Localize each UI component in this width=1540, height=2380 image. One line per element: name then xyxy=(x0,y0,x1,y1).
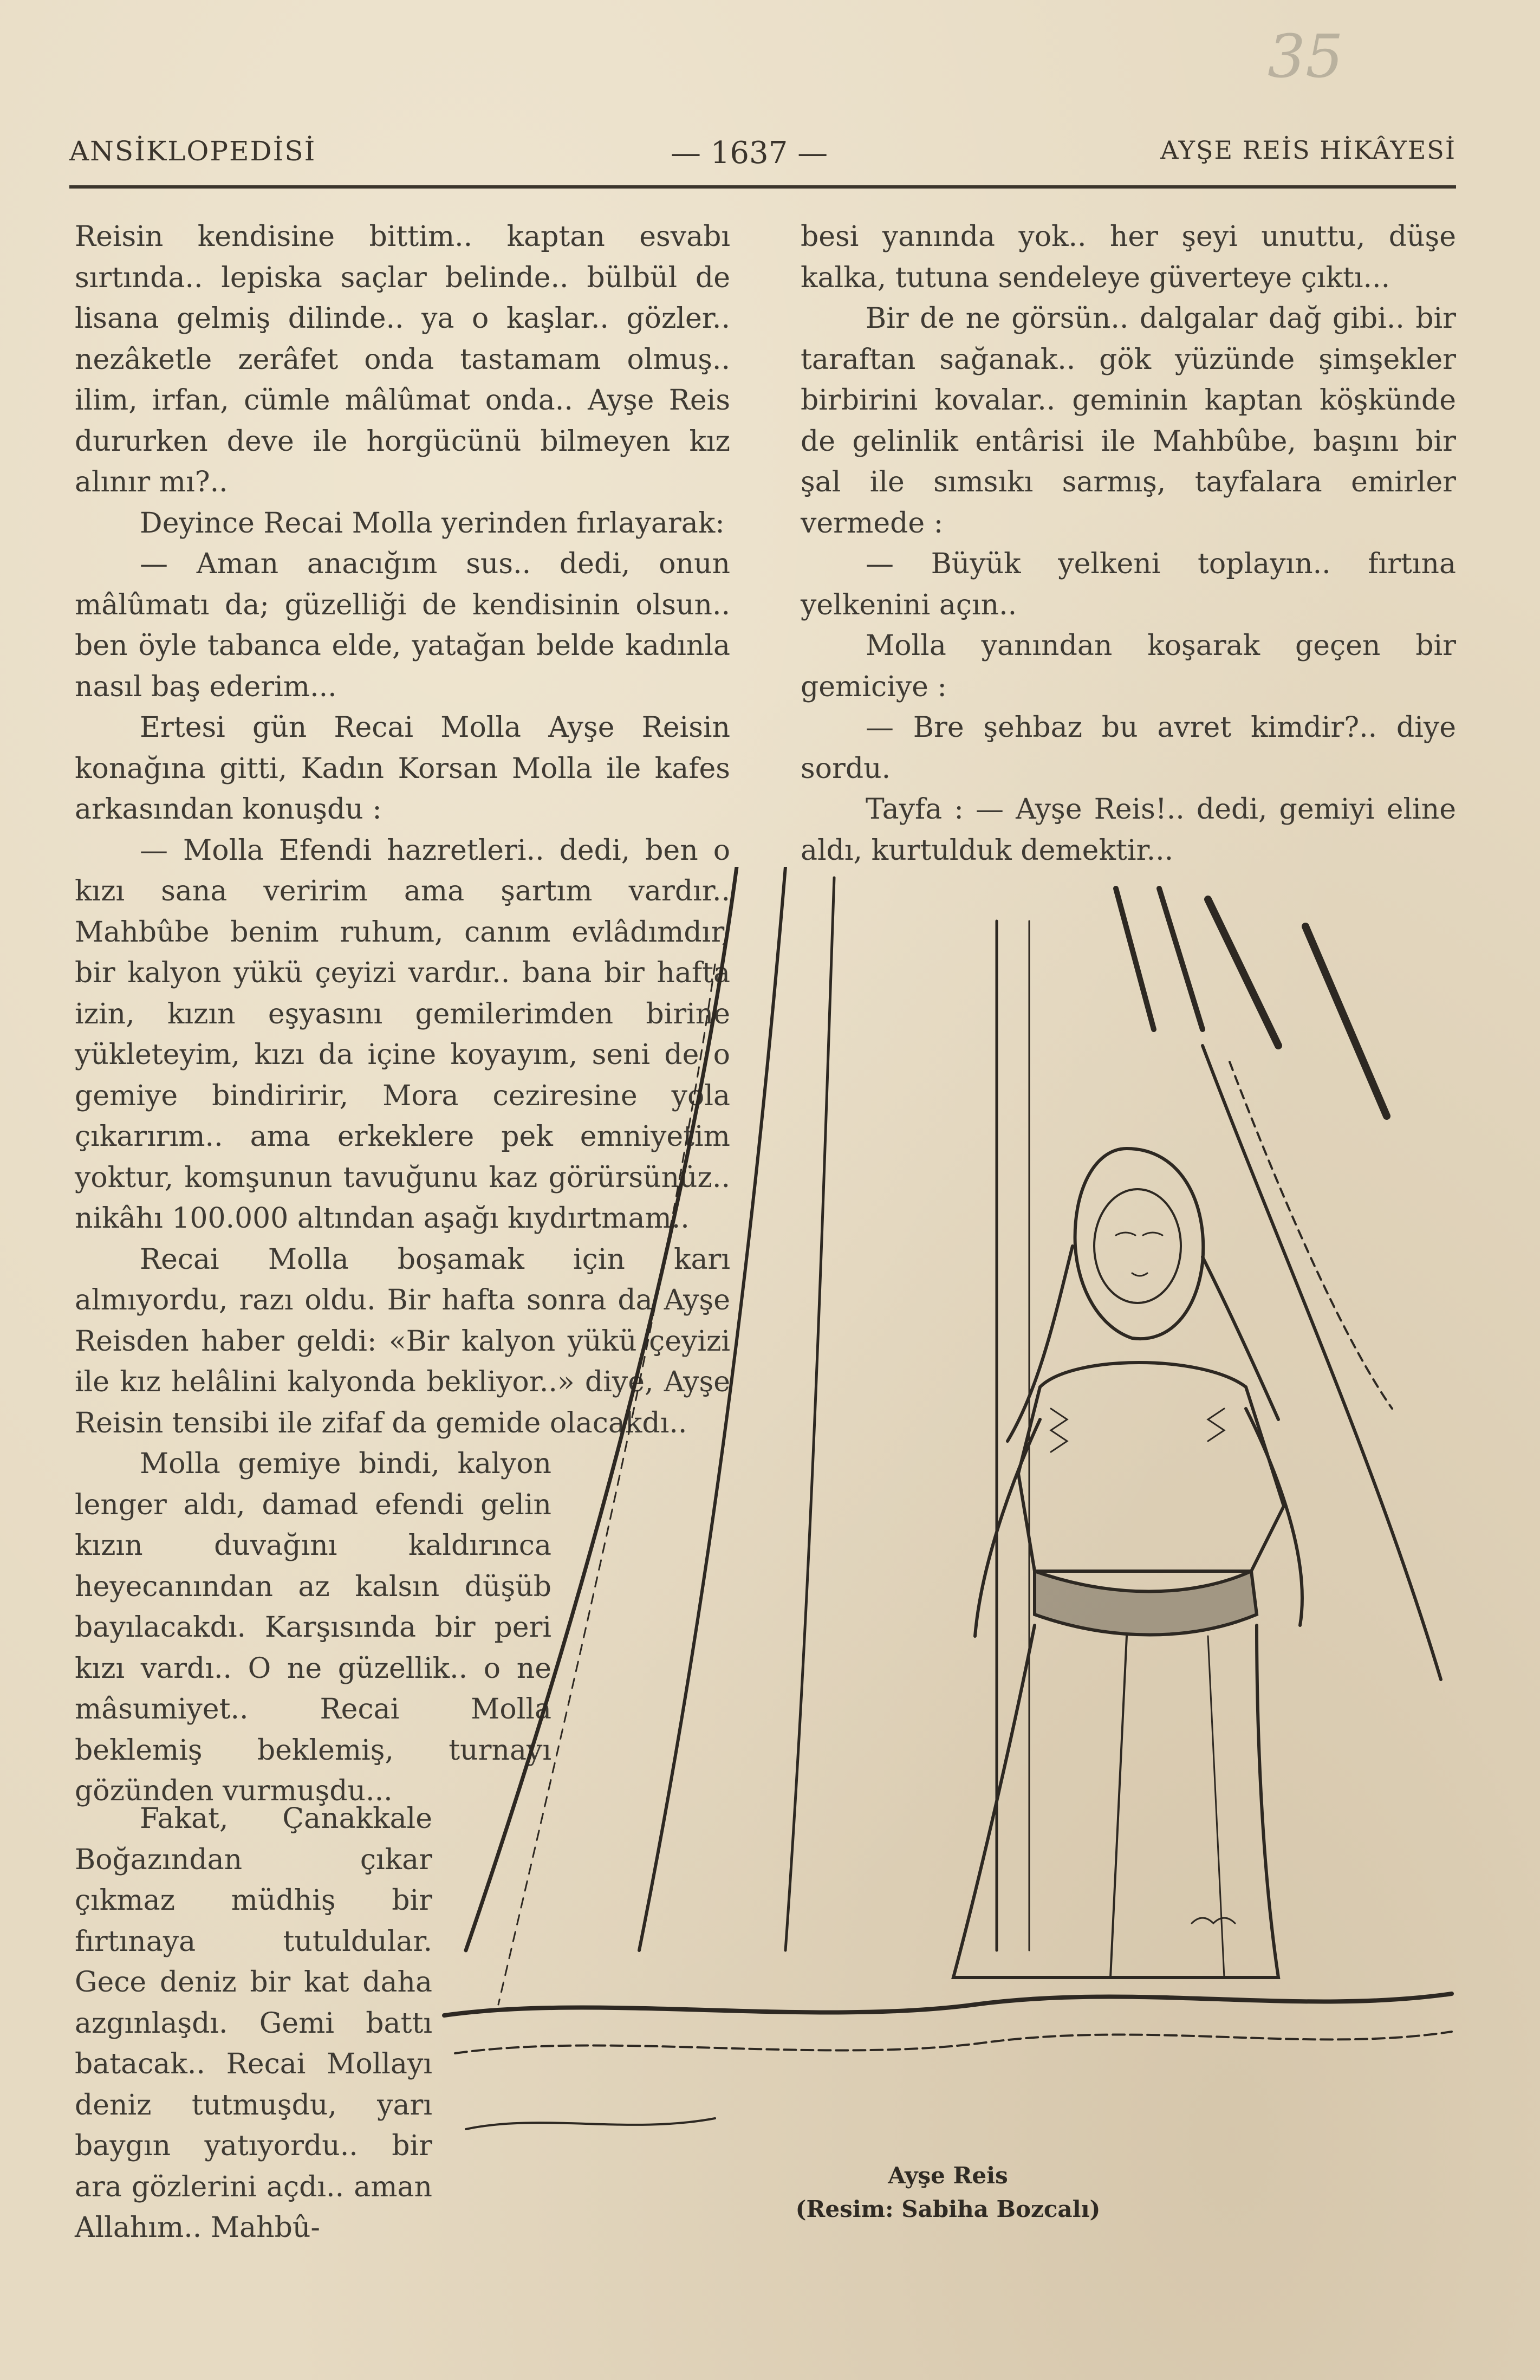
paragraph: Ertesi gün Recai Molla Ayşe Reisin konağına gitti, Kadın Korsan Molla ile kafes arkasından konuşdu : xyxy=(75,711,730,826)
paragraph: — Bre şehbaz bu avret kimdir?.. diye sordu. xyxy=(801,711,1456,785)
paragraph: Recai Molla boşamak için karı almıyordu, razı oldu. Bir hafta sonra da Ayşe Reisden haber geldi: «Bir kalyon yükü çeyizi ile kız helâlini kalyonda bekliyor..» diye, Ayşe Reisin tensibi ile zifaf da gemide olacakdı.. xyxy=(75,1243,730,1439)
pencil-page-number: 35 xyxy=(1268,22,1343,91)
left-column-bottom xyxy=(75,1799,432,2249)
paragraph: Molla yanından koşarak geçen bir gemiciye : xyxy=(801,630,1456,703)
page-number: — 1637 — xyxy=(671,135,828,171)
header-left: ANSİKLOPEDİSİ xyxy=(69,135,316,167)
illustration-caption xyxy=(780,2159,1116,2226)
caption-title: Ayşe Reis xyxy=(888,2162,1008,2189)
header-rule xyxy=(69,185,1456,189)
ayse-reis-illustration xyxy=(433,867,1468,2210)
caption-credit: (Resim: Sabiha Bozcalı) xyxy=(795,2196,1101,2222)
paragraph: — Büyük yelkeni toplayın.. fırtına yelkenini açın.. xyxy=(801,548,1456,621)
paragraph: Tayfa : — Ayşe Reis!.. dedi, gemiyi eline aldı, kurtulduk demektir... xyxy=(801,793,1456,867)
right-column xyxy=(801,217,1456,871)
paragraph: besi yanında yok.. her şeyi unuttu, düşe kalka, tutuna sendeleye güverteye çıktı... xyxy=(801,221,1456,294)
running-header xyxy=(69,135,1456,184)
paragraph: — Aman anacığım sus.. dedi, onun mâlûmatı da; güzelliği de kendisinin olsun.. ben öyle tabanca elde, yatağan belde kadınla nasıl baş ederim... xyxy=(75,548,730,703)
paragraph: — Molla Efendi hazretleri.. dedi, ben o kızı sana veririm ama şartım vardır.. Mahbûbe benim ruhum, canım evlâdımdır, bir kalyon yükü çeyizi vardır.. bana bir hafta izin, kızın eşyasını gemilerimden birine yükleteyim, kızı da içine koyayım, seni de o gemiye bindiririr, Mora ceziresine yola çıkarırım.. ama erkeklere pek emniyetim yoktur, komşunun tavuğunu kaz görürsünüz.. nikâhı 100.000 altından aşağı kıydırtmam.. xyxy=(75,834,730,1235)
paragraph: Reisin kendisine bittim.. kaptan esvabı sırtında.. lepiska saçlar belinde.. bülbül de lisana gelmiş dilinde.. ya o kaşlar.. gözler.. nezâketle zerâfet onda tastamam olmuş.. ilim, irfan, cümle mâlûmat onda.. Ayşe Reis dururken deve ile horgücünü bilmeyen kız alınır mı?.. xyxy=(75,221,730,498)
paragraph: Bir de ne görsün.. dalgalar dağ gibi.. bir taraftan sağanak.. gök yüzünde şimşekler birbirini kovalar.. geminin kaptan köşkünde de gelinlik entârisi ile Mahbûbe, başını bir şal ile sımsıkı sarmış, tayfalara emirler vermede : xyxy=(801,302,1456,540)
paragraph: Molla gemiye bindi, kalyon lenger aldı, damad efendi gelin kızın duvağını kaldırınca heyecanından az kalsın düşüb bayılacakdı. Karşısında bir peri kızı vardı.. O ne güzellik.. o ne mâsumiyet.. Recai Molla beklemiş beklemiş, turnayı gözünden vurmuşdu... xyxy=(75,1448,551,1807)
paragraph: Fakat, Çanakkale Boğazından çıkar çıkmaz müdhiş bir fırtınaya tutuldular. Gece deniz bir kat daha azgınlaşdı. Gemi battı batacak.. Recai Mollayı deniz tutmuşdu, yarı baygın yatıyordu.. bir ara gözlerini açdı.. aman Allahım.. Mahbû- xyxy=(75,1802,432,2244)
header-right: AYŞE REİS HİKÂYESİ xyxy=(1160,135,1456,165)
paragraph: Deyince Recai Molla yerinden fırlayarak: xyxy=(140,507,725,540)
